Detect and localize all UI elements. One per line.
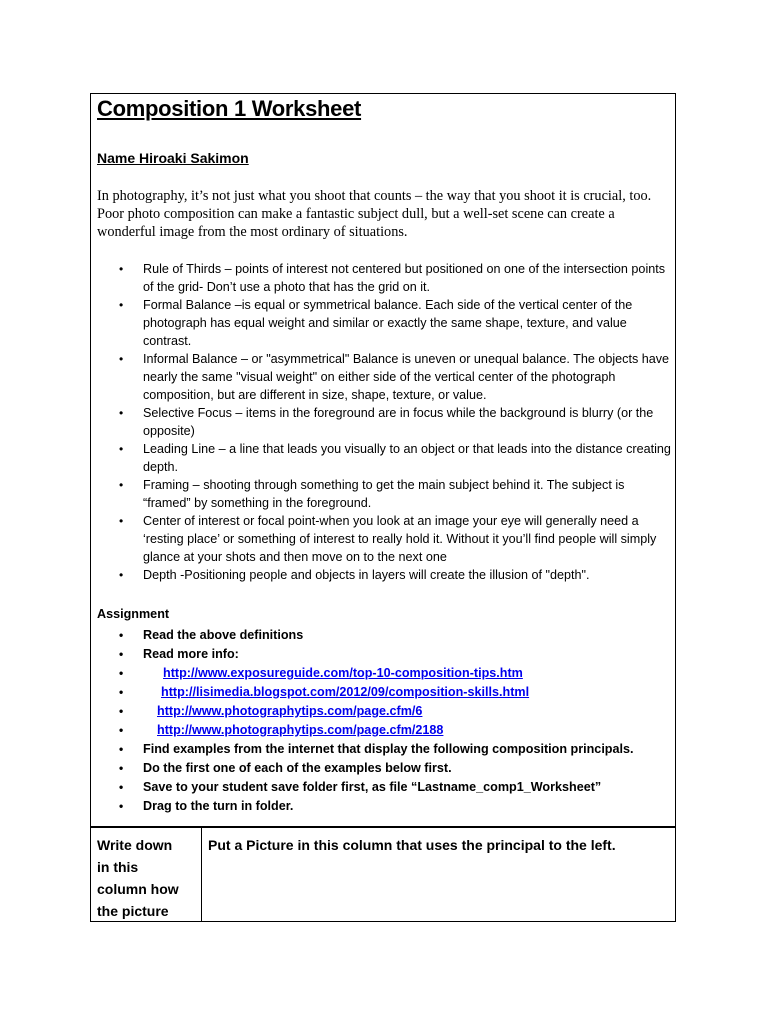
- task-find-examples: • Find examples from the internet that display the following composition principals.: [97, 740, 672, 759]
- assignment-list: [97, 626, 672, 816]
- table-right-header: Put a Picture in this column that uses the principal to the left.: [208, 837, 616, 853]
- definition-informal-balance: • Informal Balance – or "asymmetrical" Balance is uneven or unequal balance. The objects have nearly the same "visual weight" on either side of the vertical center of the photograph composition, but are different in size, shape, texture, or value.: [97, 350, 672, 404]
- task-read-definitions: • Read the above definitions: [97, 626, 672, 645]
- left-header-line: the picture: [97, 903, 169, 919]
- definition-leading-line: • Leading Line – a line that leads you visually to an object or that leads into the distance creating depth.: [97, 440, 672, 476]
- definition-depth: • Depth -Positioning people and objects in layers will create the illusion of "depth".: [97, 566, 672, 584]
- page-title: Composition 1 Worksheet: [97, 96, 362, 121]
- left-header-line: in this: [97, 859, 139, 875]
- assignment-heading: Assignment: [97, 607, 170, 621]
- definition-rule-of-thirds: • Rule of Thirds – points of interest not centered but positioned on one of the intersection points of the grid- Don’t use a photo that has the grid on it.: [97, 260, 672, 296]
- task-do-first: • Do the first one of each of the examples below first.: [97, 759, 672, 778]
- link-item: [97, 683, 672, 702]
- definition-formal-balance: • Formal Balance –is equal or symmetrical balance. Each side of the vertical center of the photograph has equal weight and similar or exactly the same shape, texture, and value contrast.: [97, 296, 672, 350]
- link-photographytips-6[interactable]: http://www.photographytips.com/page.cfm/6: [157, 704, 423, 718]
- student-name: Name Hiroaki Sakimon: [97, 150, 249, 166]
- definitions-list: [97, 260, 672, 584]
- definition-selective-focus: • Selective Focus – items in the foreground are in focus while the background is blurry (or the opposite): [97, 404, 672, 440]
- table-left-header: [91, 828, 202, 921]
- task-drag: • Drag to the turn in folder.: [97, 797, 672, 816]
- link-photographytips-2188[interactable]: http://www.photographytips.com/page.cfm/2188: [157, 723, 444, 737]
- left-header-line: column how: [97, 881, 179, 897]
- link-item: [97, 664, 672, 683]
- link-item: [97, 721, 672, 740]
- left-header-line: Write down: [97, 837, 173, 853]
- definition-center-of-interest: • Center of interest or focal point-when you look at an image your eye will generally need a ‘resting place’ or something of interest to really hold it. Without it you’ll find people will simply glance at your shots and then move on to the next one: [97, 512, 672, 566]
- examples-table: [90, 827, 676, 922]
- link-item: [97, 702, 672, 721]
- link-lisimedia[interactable]: http://lisimedia.blogspot.com/2012/09/composition-skills.html: [161, 685, 530, 699]
- intro-paragraph: In photography, it’s not just what you shoot that counts – the way that you shoot it is crucial, too. Poor photo composition can make a fantastic subject dull, but a well-set scene can create a wonderful image from the most ordinary of situations.: [97, 188, 652, 240]
- definition-framing: • Framing – shooting through something to get the main subject behind it. The subject is “framed” by something in the foreground.: [97, 476, 672, 512]
- link-exposureguide[interactable]: http://www.exposureguide.com/top-10-composition-tips.htm: [163, 666, 523, 680]
- task-read-more: • Read more info:: [97, 645, 672, 664]
- task-save: • Save to your student save folder first, as file “Lastname_comp1_Worksheet”: [97, 778, 672, 797]
